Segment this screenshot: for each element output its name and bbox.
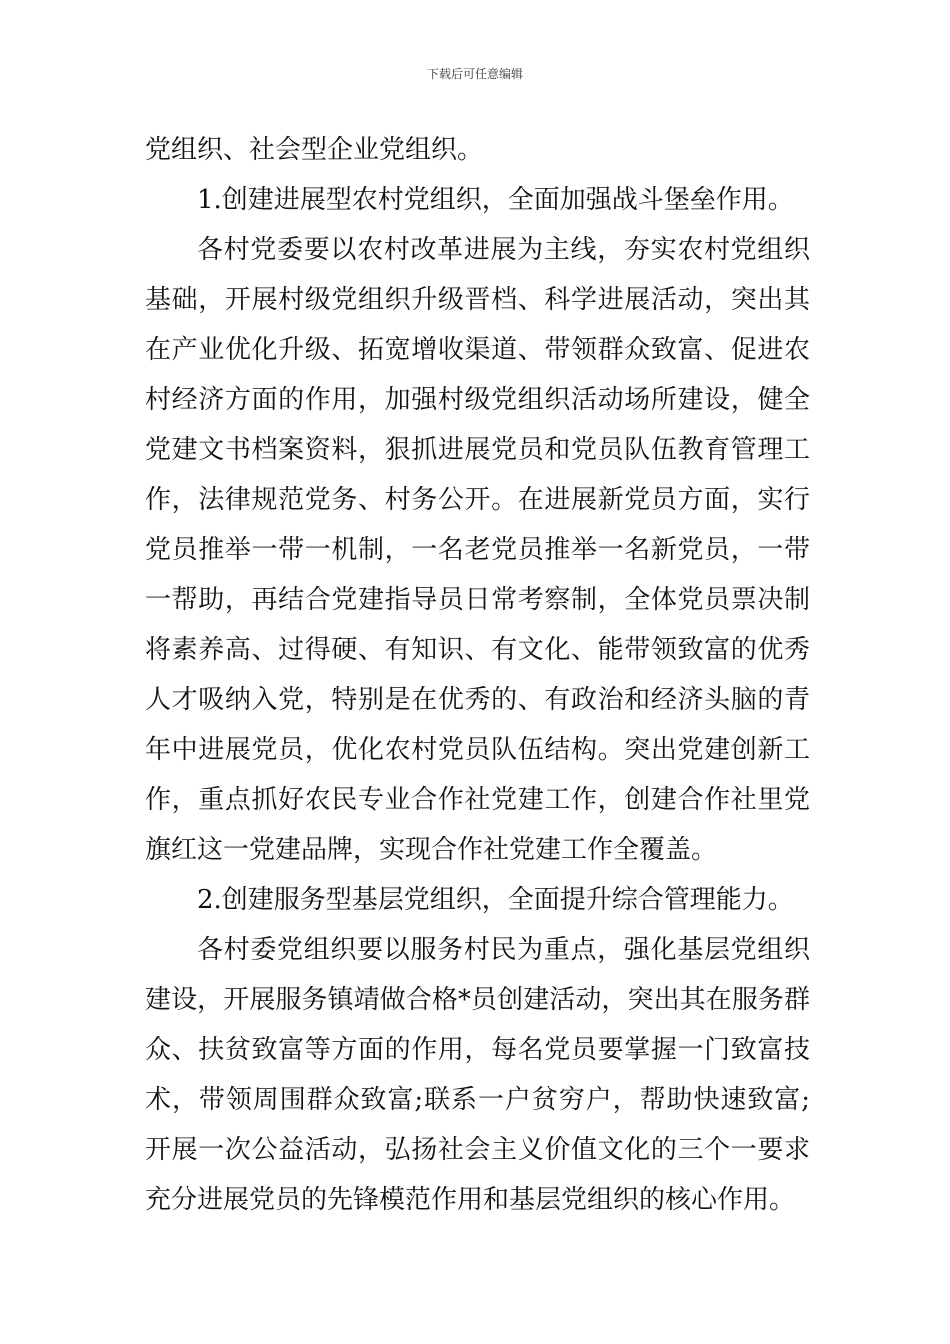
section-heading-2: 2.创建服务型基层党组织，全面提升综合管理能力。 [197,885,794,915]
paragraph-section-2: 各村委党组织要以服务村民为重点，强化基层党组织建设，开展服务镇靖做合格*员创建活动，突出其在服务群众、扶贫致富等方面的作用，每名党员要掌握一门致富技术，带领周围群众致富;联系一户贫穷户，帮助快速致富;开展一次公益活动，弘扬社会主义价值文化的三个一要求充分进展党员的先锋模范作用和基层党组织的核心作用。 [145,935,810,1215]
paragraph-continuation: 党组织、社会型企业党组织。 [145,135,484,165]
paragraph-section-1: 各村党委要以农村改革进展为主线，夯实农村党组织基础，开展村级党组织升级晋档、科学进展活动，突出其在产业优化升级、拓宽增收渠道、带领群众致富、促进农村经济方面的作用，加强村级党组织活动场所建设，健全党建文书档案资料，狠抓进展党员和党员队伍教育管理工作，法律规范党务、村务公开。在进展新党员方面，实行党员推举一带一机制，一名老党员推举一名新党员，一带一帮助，再结合党建指导员日常考察制，全体党员票决制将素养高、过得硬、有知识、有文化、能带领致富的优秀人才吸纳入党，特别是在优秀的、有政治和经济头脑的青年中进展党员，优化农村党员队伍结构。突出党建创新工作，重点抓好农民专业合作社党建工作，创建合作社里党旗红这一党建品牌，实现合作社党建工作全覆盖。 [145,235,810,865]
section-heading-1: 1.创建进展型农村党组织，全面加强战斗堡垒作用。 [197,185,794,215]
document-body [145,125,810,1225]
page-header: 下载后可任意编辑 [426,67,523,81]
